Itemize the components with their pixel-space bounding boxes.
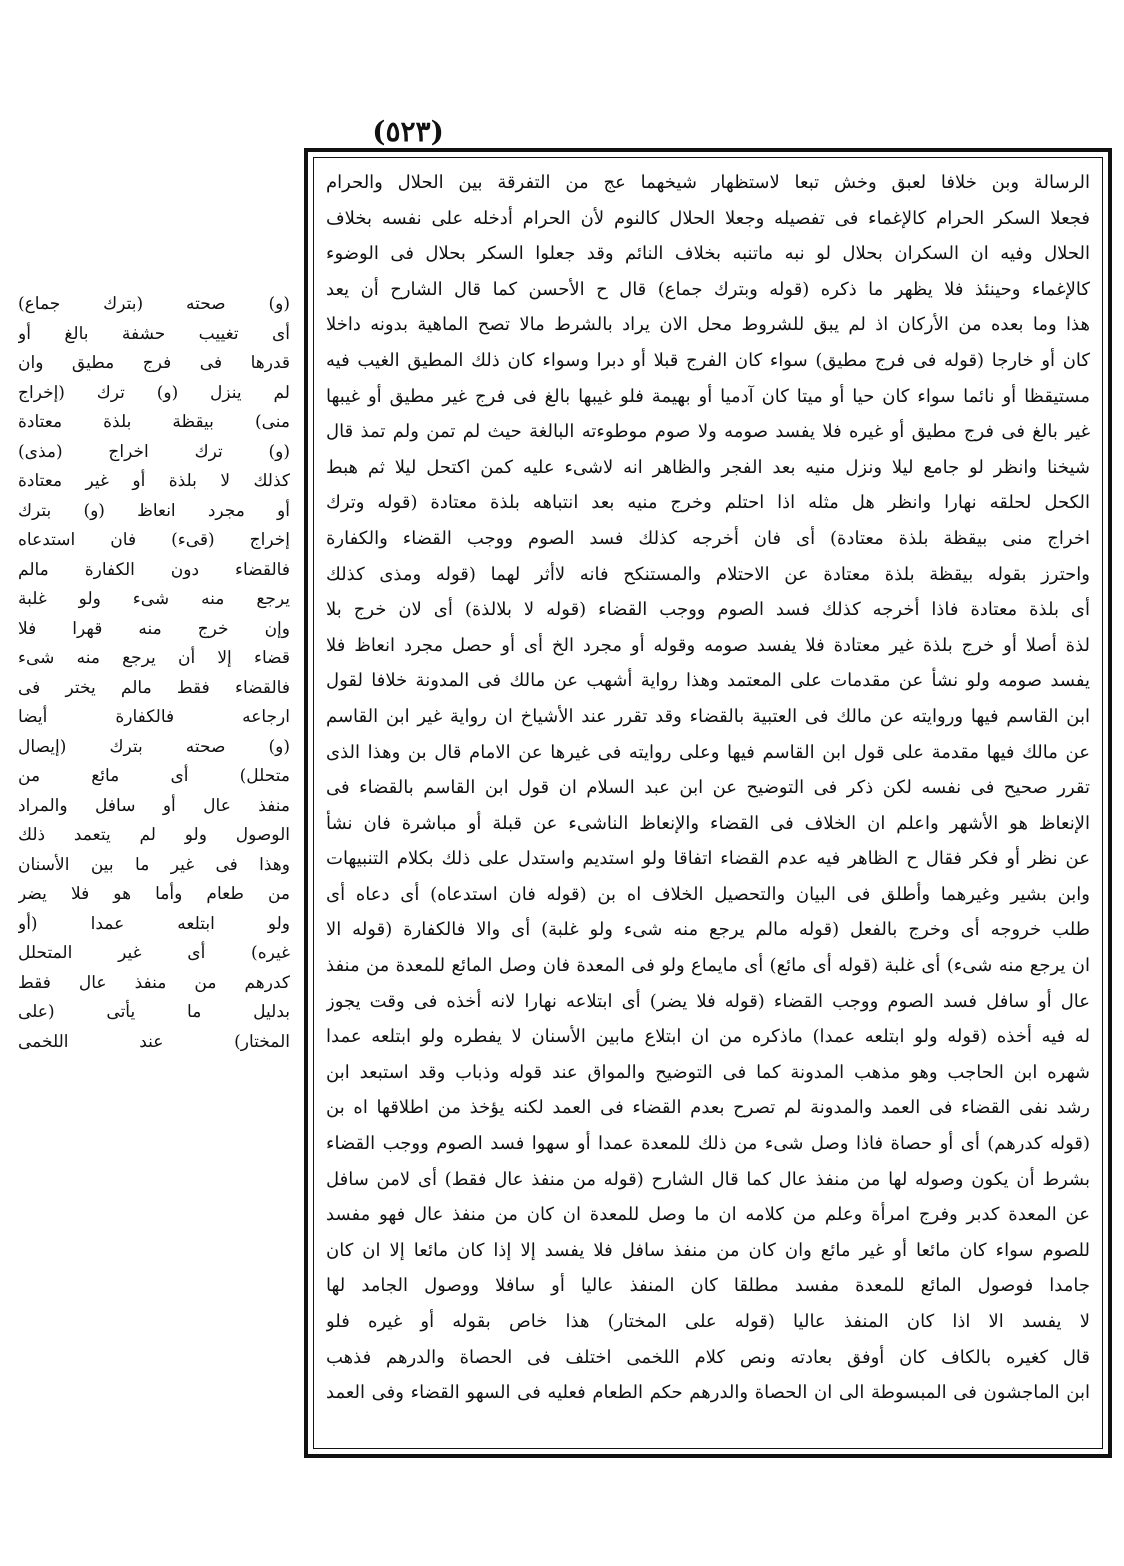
main-text-line: شهره ابن الحاجب وهو مذهب المدونة كما فى التوضيح والمواق عند قوله وذباب وقد استبعد ابن [326,1061,1090,1083]
main-text-line: له فيه أخذه (قوله ولو ابتلعه عمدا) ماذكره من ان ابتلاع مابين الأسنان لا يفطره ولو ابتلعه عمدا [326,1026,1090,1048]
main-text-line: فجعلا السكر الحرام كالإغماء فى تفصيله وجعلا الحلال كالنوم لأن الحرام أدخله على نفسه بخلاف [326,207,1090,229]
side-text-line: فالقضاء دون الكفارة مالم [18,559,290,580]
main-text-line: ان يرجع منه شىء) أى غلبة (قوله أى مائع) أى مايماع ولو فى المعدة فان وصل المائع للمعدة من منفذ [326,955,1090,977]
main-text-line: الإنعاظ هو الأشهر واعلم ان الخلاف فى القضاء والإنعاظ الناشىء عن قبلة أو مباشرة فان نشأ [326,812,1090,834]
main-text-line: (قوله كدرهم) أى أو حصاة فاذا وصل شىء من ذلك للمعدة عمدا أو سهوا فسد الصوم ووجب القضاء [326,1133,1090,1155]
side-text-line: أى تغييب حشفة بالغ أو [18,323,290,344]
main-text-line: تقرر صحيح فى نفسه لكن ذكر فى التوضيح عن ابن عبد السلام ان قول ابن القاسم بالقضاء فى [326,777,1090,799]
main-text-line: لذة أصلا أو خرج بلذة غير معتادة فلا يفسد صومه وقوله أو مجرد الخ أى أو حصل مجرد انعاظ فلا [326,634,1090,656]
side-text-line: من طعام وأما هو فلا يضر [18,884,290,904]
side-text-line: (و) صحته (بترك جماع) [18,294,290,314]
margin-commentary [18,290,290,1057]
main-text-line: ابن الماجشون فى المبسوطة الى ان الحصاة والدرهم حكم الطعام فعليه فى السهو القضاء وفى العمد [326,1382,1090,1404]
main-text-line: الرسالة وبن خلافا لعبق وخش تبعا لاستظهار شيخهما عج من التفرقة بين الحلال والحرام [326,172,1090,193]
main-text-line: ابن القاسم فيها وروايته عن مالك فى العتبية بالقضاء وقد تقرر عند الأشياخ ان رواية غير ابن القاسم [326,705,1090,727]
main-text-line: شيخنا وانظر لو جامع ليلا ونزل منيه بعد الفجر والظاهر انه لاشىء عليه كمن اكتحل ليلا ثم هبط [326,456,1090,478]
side-text-line: قدرها فى فرج مطيق وان [18,353,290,373]
main-text-line: قال كغيره بالكاف كان أوفق بعادته ونص كلام اللخمى اختلف فى الحصاة والدرهم فذهب [326,1346,1090,1368]
main-text-line: الكحل لحلقه نهارا وانظر هل مثله اذا احتلم وخرج منيه بعد انتباهه بلذة معتادة (قوله وترك [326,492,1090,514]
main-text-line: مستيقظا أو نائما سواء كان حيا أو ميتا كان آدميا أو بهيمة فلو غيبها بالغ فى فرج غير مطيق أو غيبها [326,385,1090,407]
main-text-line: عن المعدة كدبر وفرج امرأة وعلم من كلامه ان ما وصل للمعدة ان كان من منفذ عال فهو مفسد [326,1204,1090,1226]
main-text-line: أى بلذة معتادة فاذا أخرجه كذلك فسد الصوم ووجب القضاء (قوله لا بلالذة) أى لان خرج بلا [326,599,1090,621]
side-text-line: ولو ابتلعه عمدا (أو [18,913,290,934]
main-text-line: واحترز بقوله بيقظة بلذة معتادة عن الاحتلام والمستنكح فانه لاأثر لهما (قوله ومذى كذلك [326,563,1090,585]
main-text-line: عال أو سافل فسد الصوم ووجب القضاء (قوله فلا يضر) أى ابتلاعه نهارا لانه أخذه فى وقت يجوز [326,990,1090,1012]
side-text-line: (و) ترك اخراج (مذى) [18,441,290,462]
main-text-line: كان أو خارجا (قوله فى فرج مطيق) سواء كان الفرج قبلا أو دبرا وسواء كان ذلك المطيق الغيب فيه [326,349,1090,371]
side-text-line: كدرهم من منفذ عال فقط [18,972,290,993]
side-text-line: قضاء إلا أن يرجع منه شىء [18,648,290,668]
main-text-line: للصوم سواء كان مائعا أو غير مائع وان كان من منفذ سافل فلا يفسد إلا إذا كان مائعا إلا ان كان [326,1239,1090,1261]
side-text-line: وهذا فى غير ما بين الأسنان [18,854,290,875]
main-text-line: عن نظر أو فكر فقال ح الظاهر فيه عدم القضاء اتفاقا ولو استديم واستدل على ذلك بكلام التنبيهات [326,848,1090,870]
side-text-line: وإن خرج منه قهرا فلا [18,618,290,639]
page-number: (٥٢٣) [372,115,444,148]
main-text-line: جامدا فوصول المائع للمعدة مفسد مطلقا كان المنفذ عاليا أو سافلا ووصول الجامد لها [326,1275,1090,1297]
main-text-line: غير بالغ فى فرج مطيق أو غيره فلا يفسد صومه ولا صوم موطوءته البالغة حيث لم تمن ولم تمذ قال [326,421,1090,443]
side-text-line: أو مجرد انعاظ (و) بترك [18,500,290,521]
main-text-line: رشد نفى القضاء فى العمد والمدونة لم تصرح بعدم القضاء فى العمد لكنه يؤخذ من اطلاقها اه بن [326,1097,1090,1119]
main-text-line: يفسد صومه ولو نشأ عن مقدمات على المعتمد وهذا رواية أشهب عن مالك فى المدونة خلافا لقول [326,670,1090,692]
side-text-line: ارجاعه فالكفارة أيضا [18,707,290,727]
main-text-frame [304,148,1112,1458]
side-text-line: إخراج (قىء) فان استدعاه [18,530,290,550]
side-text-line: متحلل) أى مائع من [18,766,290,786]
main-text-line: هذا وما بعده من الأركان اذ لم يبق للشروط محل الان يراد بالشرط مالا تصح الماهية بدونه داخلا [326,314,1090,336]
side-text-line: فالقضاء فقط مالم يختر فى [18,677,290,698]
side-text-line: المختار) عند اللخمى [18,1031,290,1052]
main-text-line: اخراج منى بيقظة بلذة معتادة) أى فان أخرجه كذلك فسد الصوم ووجب القضاء والكفارة [326,527,1090,549]
main-text-line: كالإغماء وحينئذ فلا يظهر ما ذكره (قوله وبترك جماع) قال ح الأحسن كما قال الشارح أن يعد [326,278,1090,300]
side-text-line: الوصول ولو لم يتعمد ذلك [18,825,290,845]
side-text-line: غيره) أى غير المتحلل [18,943,290,963]
side-text-line: لم ينزل (و) ترك (إخراج [18,382,290,403]
side-text-line: يرجع منه شىء ولو غلبة [18,589,290,609]
main-text-line: الحلال وفيه ان السكران بحلال لو نبه ماتنبه بخلاف النائم وقد جعلوا السكر بحلال فى الوضوء [326,243,1090,265]
main-text-line: طلب خروجه أى وخرج بالفعل (قوله مالم يرجع منه شىء ولو غلبة) أى والا فالكفارة (قوله الا [326,919,1090,941]
side-text-line: كذلك لا بلذة أو غير معتادة [18,471,290,491]
side-text-line: منفذ عال أو سافل والمراد [18,795,290,816]
main-text-body [313,157,1103,1449]
main-text-line: عن مالك فيها مقدمة على قول ابن القاسم فيها وعلى روايته فى غيرها عن الامام قال بن وهذا الذى [326,741,1090,763]
main-text-line: لا يفسد الا اذا كان المنفذ عاليا (قوله على المختار) هذا خاص بقوله أو غيره فلو [326,1311,1090,1332]
main-text-line: بشرط أن يكون وصوله لها من منفذ عال كما قال الشارح (قوله من منفذ عال فقط) أى لامن سافل [326,1168,1090,1190]
side-text-line: (و) صحته بترك (إيصال [18,736,290,757]
main-text-line: وابن بشير وغيرهما وأطلق فى البيان والتحصيل الخلاف اه بن (قوله فان استدعاه) أى دعاه أى [326,883,1090,905]
side-text-line: بدليل ما يأتى (على [18,1002,290,1022]
side-text-line: منى) بيقظة بلذة معتادة [18,412,290,432]
